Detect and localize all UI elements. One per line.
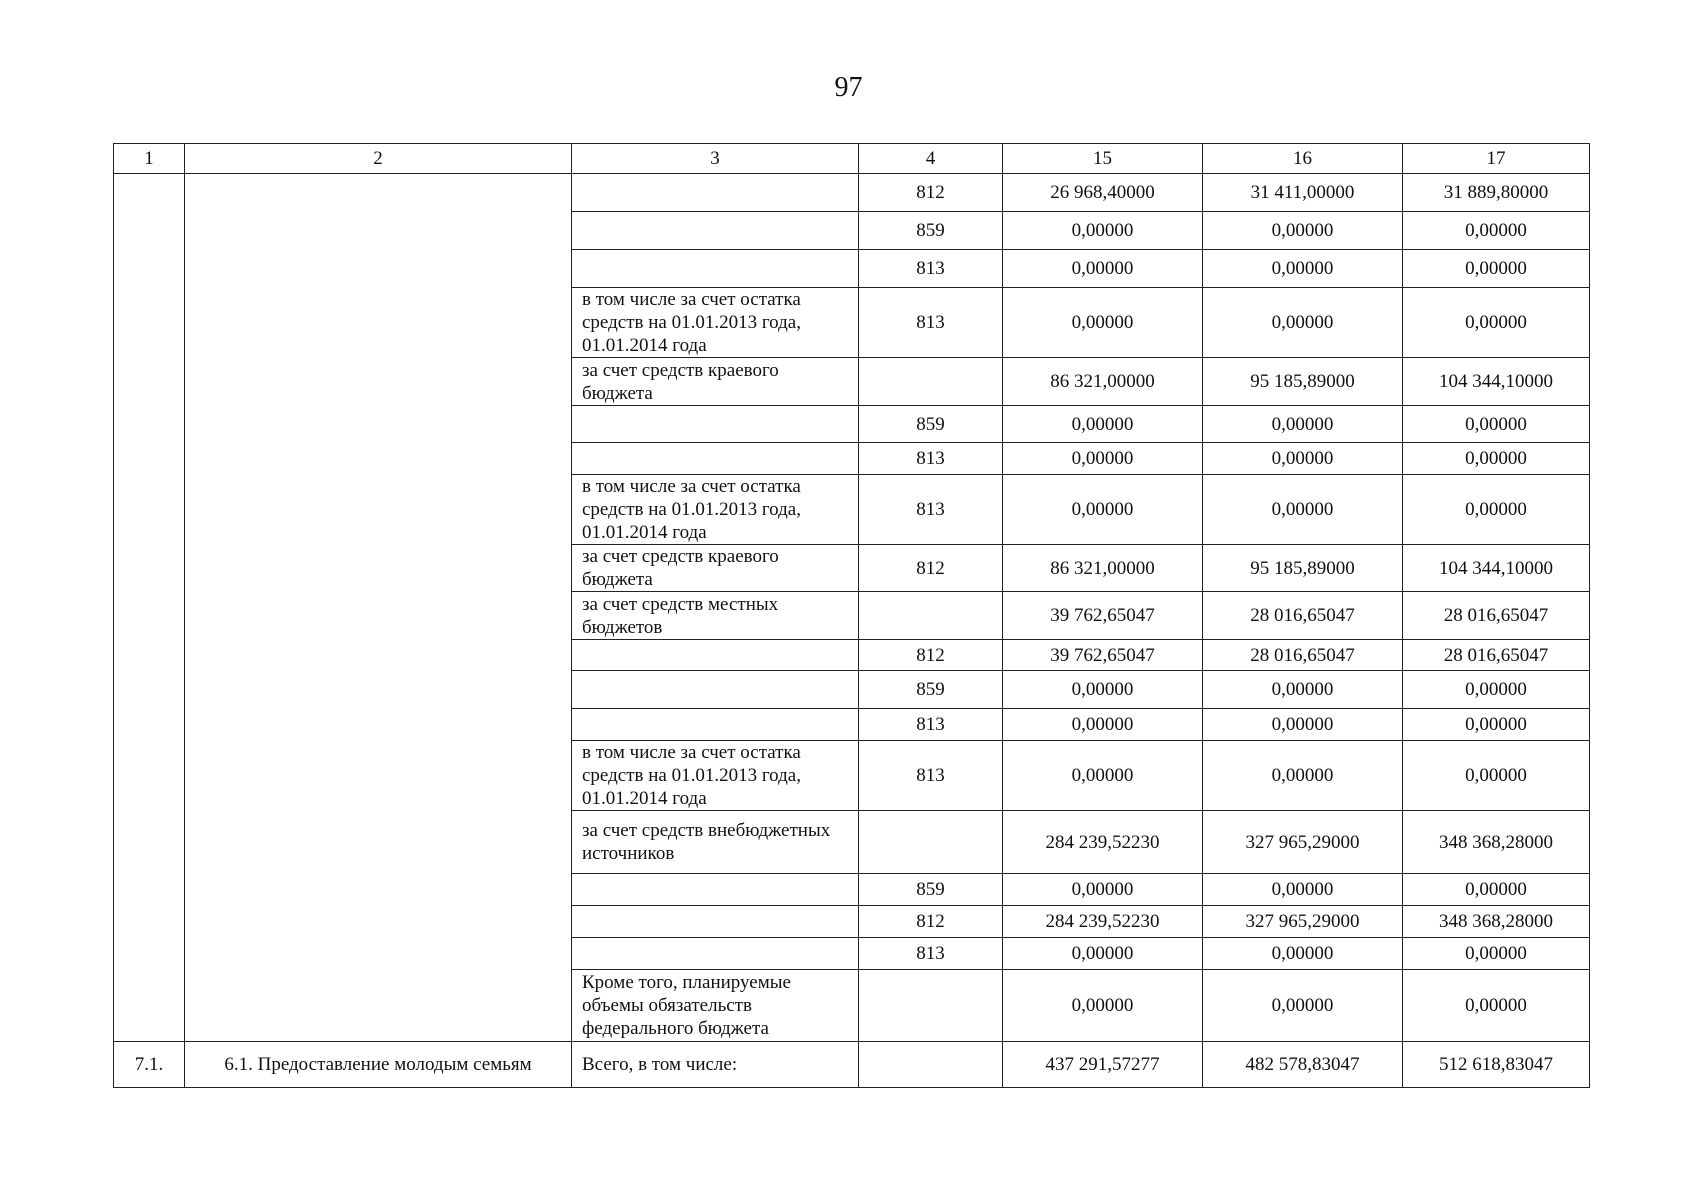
value-cell-16: 0,00000 xyxy=(1203,406,1403,443)
value-cell-17: 31 889,80000 xyxy=(1403,174,1590,212)
code-cell xyxy=(859,970,1003,1042)
value-cell-17: 0,00000 xyxy=(1403,938,1590,970)
value-cell-16: 0,00000 xyxy=(1203,288,1403,358)
value-cell-15: 0,00000 xyxy=(1003,671,1203,709)
value-cell-16: 0,00000 xyxy=(1203,212,1403,250)
table-row-total xyxy=(114,1042,1590,1088)
value-cell-16: 28 016,65047 xyxy=(1203,640,1403,671)
funding-source-cell: Всего, в том числе: xyxy=(572,1042,859,1088)
value-cell-17: 104 344,10000 xyxy=(1403,545,1590,592)
value-cell-16: 0,00000 xyxy=(1203,874,1403,906)
code-cell xyxy=(859,358,1003,406)
value-cell-17: 0,00000 xyxy=(1403,212,1590,250)
funding-source-cell: за счет средств краевого бюджета xyxy=(572,545,859,592)
funding-source-cell xyxy=(572,906,859,938)
value-cell-15: 0,00000 xyxy=(1003,475,1203,545)
header-cell: 2 xyxy=(185,144,572,174)
value-cell-17: 28 016,65047 xyxy=(1403,592,1590,640)
value-cell-15: 0,00000 xyxy=(1003,709,1203,741)
code-cell: 812 xyxy=(859,545,1003,592)
value-cell-17: 28 016,65047 xyxy=(1403,640,1590,671)
value-cell-15: 0,00000 xyxy=(1003,250,1203,288)
row-span-cell-2 xyxy=(185,174,572,1042)
code-cell: 813 xyxy=(859,250,1003,288)
code-cell: 859 xyxy=(859,874,1003,906)
code-cell xyxy=(859,592,1003,640)
value-cell-16: 0,00000 xyxy=(1203,938,1403,970)
value-cell-15: 86 321,00000 xyxy=(1003,358,1203,406)
funding-source-cell xyxy=(572,406,859,443)
value-cell-16: 0,00000 xyxy=(1203,443,1403,475)
value-cell-15: 284 239,52230 xyxy=(1003,906,1203,938)
funding-source-cell xyxy=(572,640,859,671)
value-cell-17: 0,00000 xyxy=(1403,709,1590,741)
code-cell: 813 xyxy=(859,475,1003,545)
value-cell-16: 95 185,89000 xyxy=(1203,358,1403,406)
row-span-cell-1 xyxy=(114,174,185,1042)
budget-table xyxy=(113,143,1590,1088)
item-name-cell: 6.1. Предоставление молодым семьям xyxy=(185,1042,572,1088)
value-cell-17: 0,00000 xyxy=(1403,288,1590,358)
code-cell: 813 xyxy=(859,443,1003,475)
funding-source-cell xyxy=(572,874,859,906)
value-cell-15: 39 762,65047 xyxy=(1003,592,1203,640)
value-cell-17: 104 344,10000 xyxy=(1403,358,1590,406)
funding-source-cell xyxy=(572,250,859,288)
value-cell-15: 0,00000 xyxy=(1003,406,1203,443)
header-cell: 17 xyxy=(1403,144,1590,174)
code-cell: 859 xyxy=(859,212,1003,250)
value-cell-16: 31 411,00000 xyxy=(1203,174,1403,212)
funding-source-cell xyxy=(572,443,859,475)
code-cell xyxy=(859,811,1003,874)
value-cell-16: 0,00000 xyxy=(1203,741,1403,811)
funding-source-cell xyxy=(572,938,859,970)
header-cell: 16 xyxy=(1203,144,1403,174)
code-cell: 812 xyxy=(859,174,1003,212)
value-cell-17: 0,00000 xyxy=(1403,970,1590,1042)
funding-source-cell xyxy=(572,709,859,741)
header-cell: 4 xyxy=(859,144,1003,174)
code-cell: 813 xyxy=(859,741,1003,811)
value-cell-17: 0,00000 xyxy=(1403,250,1590,288)
value-cell-16: 482 578,83047 xyxy=(1203,1042,1403,1088)
value-cell-16: 0,00000 xyxy=(1203,250,1403,288)
table-row xyxy=(114,174,1590,212)
value-cell-17: 348 368,28000 xyxy=(1403,811,1590,874)
value-cell-17: 348 368,28000 xyxy=(1403,906,1590,938)
value-cell-17: 512 618,83047 xyxy=(1403,1042,1590,1088)
value-cell-17: 0,00000 xyxy=(1403,406,1590,443)
value-cell-17: 0,00000 xyxy=(1403,741,1590,811)
value-cell-17: 0,00000 xyxy=(1403,671,1590,709)
value-cell-15: 0,00000 xyxy=(1003,938,1203,970)
value-cell-16: 0,00000 xyxy=(1203,475,1403,545)
value-cell-16: 95 185,89000 xyxy=(1203,545,1403,592)
header-cell: 1 xyxy=(114,144,185,174)
value-cell-15: 86 321,00000 xyxy=(1003,545,1203,592)
funding-source-cell xyxy=(572,671,859,709)
value-cell-17: 0,00000 xyxy=(1403,475,1590,545)
funding-source-cell: в том числе за счет остатка средств на 01.01.2013 года, 01.01.2014 года xyxy=(572,741,859,811)
funding-source-cell xyxy=(572,174,859,212)
funding-source-cell xyxy=(572,212,859,250)
code-cell: 859 xyxy=(859,406,1003,443)
header-cell: 3 xyxy=(572,144,859,174)
value-cell-15: 39 762,65047 xyxy=(1003,640,1203,671)
funding-source-cell: за счет средств внебюджетных источников xyxy=(572,811,859,874)
value-cell-15: 0,00000 xyxy=(1003,212,1203,250)
code-cell: 812 xyxy=(859,906,1003,938)
value-cell-17: 0,00000 xyxy=(1403,874,1590,906)
value-cell-16: 327 965,29000 xyxy=(1203,906,1403,938)
table-header-row xyxy=(114,144,1590,174)
code-cell: 813 xyxy=(859,288,1003,358)
funding-source-cell: в том числе за счет остатка средств на 01.01.2013 года, 01.01.2014 года xyxy=(572,288,859,358)
value-cell-15: 26 968,40000 xyxy=(1003,174,1203,212)
value-cell-15: 284 239,52230 xyxy=(1003,811,1203,874)
funding-source-cell: за счет средств краевого бюджета xyxy=(572,358,859,406)
code-cell: 812 xyxy=(859,640,1003,671)
header-cell: 15 xyxy=(1003,144,1203,174)
value-cell-15: 0,00000 xyxy=(1003,288,1203,358)
code-cell: 859 xyxy=(859,671,1003,709)
value-cell-15: 437 291,57277 xyxy=(1003,1042,1203,1088)
value-cell-16: 28 016,65047 xyxy=(1203,592,1403,640)
code-cell xyxy=(859,1042,1003,1088)
value-cell-16: 0,00000 xyxy=(1203,671,1403,709)
code-cell: 813 xyxy=(859,709,1003,741)
item-number-cell: 7.1. xyxy=(114,1042,185,1088)
value-cell-15: 0,00000 xyxy=(1003,970,1203,1042)
value-cell-15: 0,00000 xyxy=(1003,874,1203,906)
value-cell-17: 0,00000 xyxy=(1403,443,1590,475)
value-cell-16: 0,00000 xyxy=(1203,970,1403,1042)
funding-source-cell: Кроме того, планируемые объемы обязательств федерального бюджета xyxy=(572,970,859,1042)
value-cell-16: 327 965,29000 xyxy=(1203,811,1403,874)
funding-source-cell: в том числе за счет остатка средств на 01.01.2013 года, 01.01.2014 года xyxy=(572,475,859,545)
code-cell: 813 xyxy=(859,938,1003,970)
value-cell-15: 0,00000 xyxy=(1003,741,1203,811)
value-cell-16: 0,00000 xyxy=(1203,709,1403,741)
value-cell-15: 0,00000 xyxy=(1003,443,1203,475)
funding-source-cell: за счет средств местных бюджетов xyxy=(572,592,859,640)
page-number: 97 xyxy=(834,72,863,103)
